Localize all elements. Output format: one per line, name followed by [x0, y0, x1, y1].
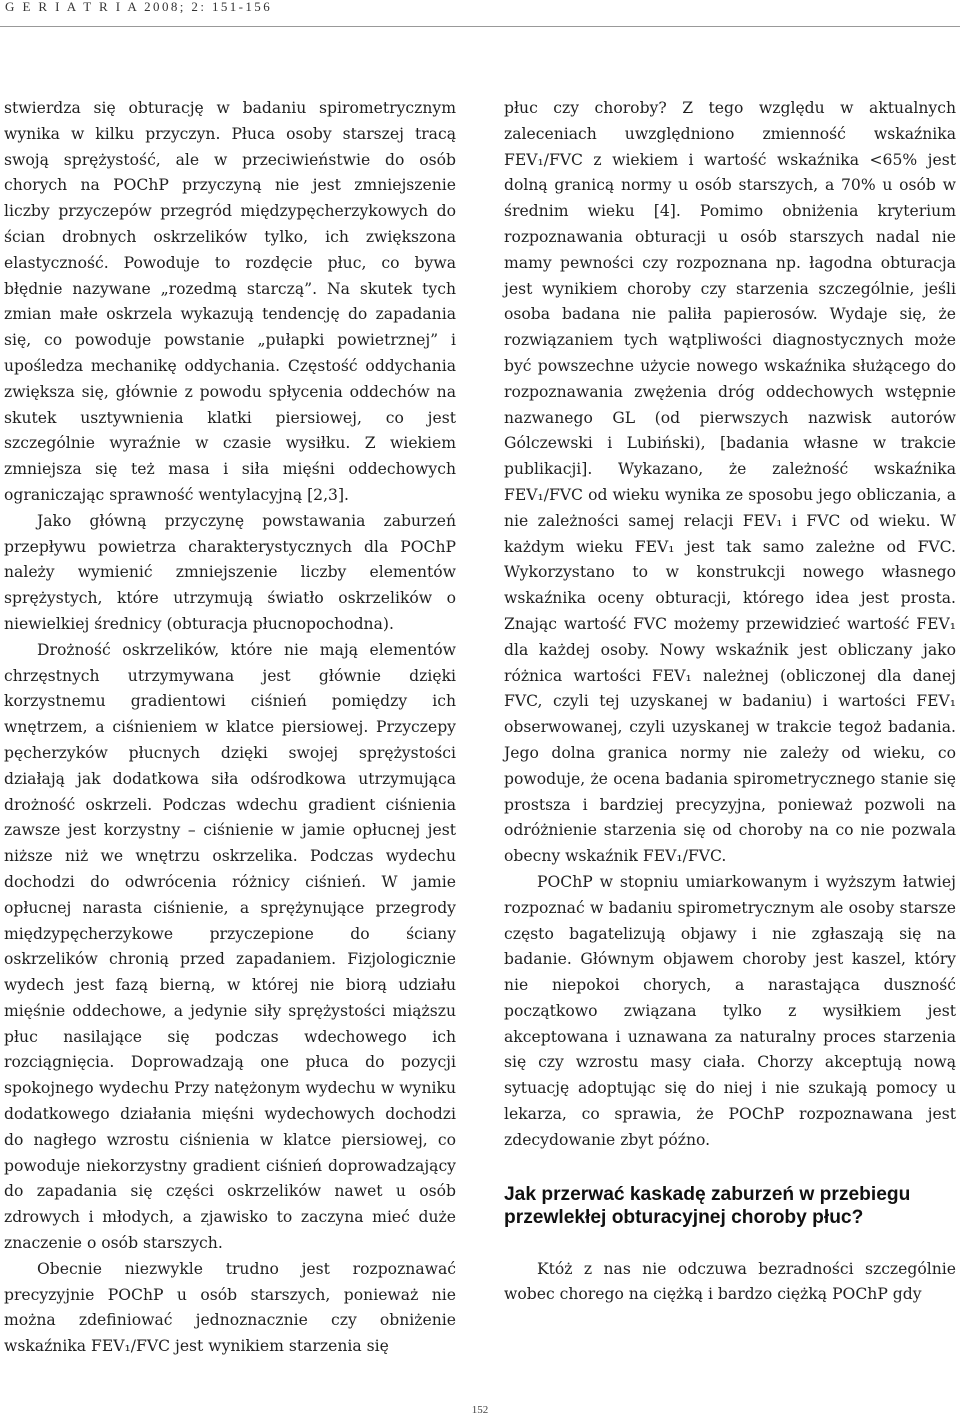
- right-column: [504, 96, 956, 1308]
- paragraph: Drożność oskrzelików, które nie mają elementów chrzęstnych utrzymywana jest głównie dzięki korzystnemu gradientowi ciśnień pomiędzy ich wnętrzem, a ciśnieniem w klatce piersiowej. Przyczepy pęcherzyków płucnych dzięki swojej sprężystości działają jak dodatkowa siła odśrodkowa utrzymująca drożność oskrzeli. Podczas wdechu gradient ciśnienia zawsze jest korzystny – ciśnienie w jamie opłucnej jest niższe niż we wnętrzu oskrzelika. Podczas wydechu dochodzi do odwrócenia różnicy ciśnień. W jamie opłucnej narasta ciśnienie, a sprężynujące przegrody międzypęcherzykowe przyczepione do ściany oskrzelików chronią przed zapadaniem. Fizjologicznie wydech jest fazą bierną, w której nie biorą udziału mięśnie oddechowe, a jedynie siły sprężystości miąższu płuc nasilające się podczas wdechowego ich rozciągnięcia. Doprowadzają one płuca do pozycji spokojnego wydechu Przy natężonym wydechu w wyniku dodatkowego działania mięśni wydechowych dochodzi do nagłego wzrostu ciśnienia w klatce piersiowej, co powoduje niekorzystny gradient ciśnień doprowadzający do zapadania się części oskrzelików nawet u osób zdrowych i młodych, a zjawisko to zaczyna mieć duże znaczenie o osób starszych.: [4, 640, 456, 1253]
- paragraph: płuc czy choroby? Z tego względu w aktualnych zaleceniach uwzględniono zmienność wskaźnika FEV₁/FVC z wiekiem i wartość wskaźnika <65% jest dolną granicą normy u osób starszych, a 70% u osób w średnim wieku [4]. Pomimo obniżenia kryterium rozpoznawania obturacji u osób starszych nadal nie mamy pewności czy rozpoznana np. łagodna obturacja jest wynikiem choroby czy starzenia szczególnie, jeśli osoba badana nie paliła papierosów. Wydaje się, że rozwiązaniem tych wątpliwości diagnostycznych może być powszechne użycie nowego wskaźnika służącego do rozpoznawania zwężenia dróg oddechowych wstępnie nazwanego GL (od pierwszych nazwisk autorów Gólczewski i Lubiński), [badania własne w trakcie publikacji]. Wykazano, że zależność wskaźnika FEV₁/FVC od wieku wynika ze sposobu jego obliczania, a nie zależności samej relacji FEV₁ i FVC od wieku. W każdym wieku FEV₁ jest tak samo zależne od FVC. Wykorzystano to w konstrukcji nowego własnego wskaźnika oceny obturacji, którego idea jest prosta. Znając wartość FVC możemy przewidzieć wartość FEV₁ dla każdej osoby. Nowy wskaźnik jest obliczany jako różnica wartości FEV₁ należnej (obliczonej dla danej FVC, czyli tej uzyskanej w badaniu) i wartości FEV₁ obserwowanej, czyli uzyskanej w trakcie tegoż badania. Jego dolna granica normy nie zależy od wieku, co powoduje, że ocena badania spirometrycznego stanie się prostsza i bardziej precyzyjna, ponieważ pozwoli na odróżnienie starzenia się od choroby na co nie pozwala obecny wskaźnik FEV₁/FVC.: [504, 99, 956, 866]
- header-rule: [0, 26, 960, 27]
- paragraph: Obecnie niezwykle trudno jest rozpoznawać precyzyjnie POChP u osób starszych, ponieważ nie można zdefiniować jednoznacznie czy obniżenie wskaźnika FEV₁/FVC jest wynikiem starzenia się: [4, 1259, 456, 1356]
- running-header: G E R I A T R I A 2008; 2: 151-156: [5, 0, 273, 14]
- page-number: 152: [471, 1404, 489, 1416]
- left-column: [4, 96, 456, 1360]
- paragraph: stwierdza się obturację w badaniu spirometrycznym wynika w kilku przyczyn. Płuca osoby starszej tracą swoją sprężystość, ale w przeciwieństwie do osób chorych na POChP przyczyną nie jest zmniejszenie liczby przyczepów przegród międzypęcherzykowych do ścian drobnych oskrzelików tylko, ich zwiększona elastyczność. Powoduje to rozdęcie płuc, co bywa błędnie nazywane „rozedmą starczą”. Na skutek tych zmian małe oskrzela wykazują tendencję do zapadania się, co powoduje powstanie „pułapki powietrznej” i upośledza mechanikę oddychania. Częstość oddychania zwiększa się, głównie z powodu spłycenia oddechów na skutek usztywnienia klatki piersiowej, co jest szczególnie wyraźnie w czasie wysiłku. Z wiekiem zmniejsza się też masa i siła mięśni oddechowych ograniczając sprawność wentylacyjną [2,3].: [4, 99, 456, 504]
- paragraph: Któż z nas nie odczuwa bezradności szczególnie wobec chorego na ciężką i bardzo ciężką POChP gdy: [504, 1259, 956, 1304]
- paragraph: POChP w stopniu umiarkowanym i wyższym łatwiej rozpoznać w badaniu spirometrycznym ale osoby starsze często bagatelizują objawy i nie zgłaszają się na badanie. Głównym objawem choroby jest kaszel, który nie niepokoi chorych, a narastająca duszność początkowo związana tylko z wysiłkiem jest akceptowana i uznawana za naturalny proces starzenia się czy wzrostu masy ciała. Chorzy akceptują nową sytuację adoptując się do niej i nie szukają pomocy u lekarza, co sprawia, że POChP rozpoznawana jest zdecydowanie zbyt późno.: [504, 872, 956, 1149]
- paragraph: Jako główną przyczynę powstawania zaburzeń przepływu powietrza charakterystycznych dla POChP należy wymienić zmniejszenie liczby elementów sprężystych, które utrzymują światło oskrzelików o niewielkiej średnicy (obturacja płucnopochodna).: [4, 511, 456, 633]
- section-heading: Jak przerwać kaskadę zaburzeń w przebiegu przewlekłej obturacyjnej choroby płuc?: [504, 1183, 911, 1229]
